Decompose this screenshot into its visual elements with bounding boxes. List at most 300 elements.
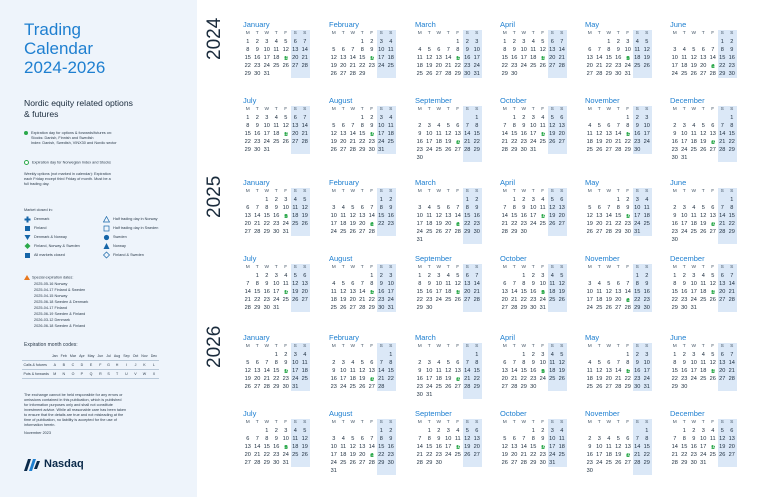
weekday-header: T <box>531 344 535 349</box>
weekday-header: S <box>291 419 301 427</box>
day-cell: 12 <box>454 281 461 287</box>
day-cell: 24 <box>681 229 688 235</box>
day-cell: 21 <box>416 452 423 458</box>
day-cell: 4 <box>588 123 592 129</box>
day-cell: 12 <box>301 205 308 211</box>
day-cell: 19 <box>605 297 612 303</box>
day-cell: 6 <box>246 436 250 442</box>
day-cell: 13 <box>292 47 299 53</box>
day-cell: 19 <box>586 221 593 227</box>
day-cell: 11 <box>681 55 688 61</box>
day-cell: 9 <box>265 281 269 287</box>
day-cell: 7 <box>351 47 355 53</box>
day-cell: 13 <box>435 55 442 61</box>
day-cell: 1 <box>265 428 269 434</box>
day-cell: 13 <box>301 281 308 287</box>
disclaimer-line: The exchange cannot be held responsible for any errors or <box>24 393 123 397</box>
weekday-header: S <box>642 30 652 38</box>
month-name: April <box>500 20 516 29</box>
day-cell: 16 <box>330 376 337 382</box>
special-heading: Special expiration dates: <box>24 275 73 281</box>
day-cell: 25 <box>282 297 289 303</box>
day-cell: 21 <box>501 139 508 145</box>
weekday-header: T <box>427 189 431 194</box>
weekday-header: M <box>245 189 250 194</box>
day-cell: 28 <box>378 384 385 390</box>
day-cell: 29 <box>473 384 480 390</box>
weekday-header: F <box>711 265 715 270</box>
weekday-header: S <box>633 188 643 196</box>
day-cell <box>727 236 737 244</box>
month-calendar <box>415 178 483 244</box>
day-cell: 30 <box>634 384 641 390</box>
day-cell: 4 <box>633 38 643 46</box>
day-cell <box>253 351 263 359</box>
day-cell: 12 <box>558 360 565 366</box>
day-cell <box>604 351 614 359</box>
weekday-header: T <box>427 107 431 112</box>
day-cell: 13 <box>558 123 565 129</box>
month-name: May <box>585 20 600 29</box>
weekday-header: M <box>331 31 336 36</box>
month-calendar <box>670 20 738 78</box>
day-cell: 31 <box>330 468 337 474</box>
day-cell: 8 <box>626 123 630 129</box>
day-cell: 13 <box>558 205 565 211</box>
day-cell: 17 <box>690 289 697 295</box>
day-cell: 6 <box>557 114 567 122</box>
day-cell: 10 <box>263 47 270 53</box>
weekday-header: T <box>701 344 705 349</box>
day-cell <box>425 114 435 122</box>
day-cell: 7 <box>360 281 364 287</box>
day-cell: 22 <box>387 376 394 382</box>
day-cell: 4 <box>531 39 535 45</box>
day-cell: 10 <box>445 436 452 442</box>
day-cell: 25 <box>586 384 593 390</box>
weekday-header: T <box>255 344 259 349</box>
day-cell: 30 <box>586 468 593 474</box>
plus-icon <box>25 217 31 223</box>
weekday-header: T <box>360 107 364 112</box>
weekday-header: F <box>541 31 545 36</box>
day-cell: 19 <box>330 139 337 145</box>
day-cell <box>444 154 454 162</box>
day-cell: 24 <box>330 460 337 466</box>
weekday-header: T <box>512 189 516 194</box>
day-cell: 13 <box>454 131 461 137</box>
day-cell: 9 <box>332 368 336 374</box>
day-cell <box>718 154 728 162</box>
day-cell: 21 <box>359 297 366 303</box>
weekday-header: F <box>626 265 630 270</box>
day-cell: 18 <box>530 55 537 61</box>
day-cell: 24 <box>681 147 688 153</box>
day-cell: 21 <box>624 297 631 303</box>
day-cell: 5 <box>341 281 345 287</box>
weekday-header: T <box>255 107 259 112</box>
day-cell: 4 <box>692 123 696 129</box>
day-cell: 1 <box>386 351 396 359</box>
weekday-header: S <box>472 264 482 272</box>
day-cell: 26 <box>558 297 565 303</box>
day-cell <box>367 196 377 204</box>
day-cell: 27 <box>464 297 471 303</box>
month-calendar <box>670 96 738 162</box>
day-cell: 22 <box>520 297 527 303</box>
weekday-header: T <box>427 265 431 270</box>
special-date: 2026-03-12 Denmark <box>34 318 70 322</box>
special-date: 2025-04-15 Norway <box>34 294 68 298</box>
weekday-header: T <box>446 344 450 349</box>
day-cell: 5 <box>291 272 301 280</box>
day-cell: 24 <box>330 229 337 235</box>
weekday-header: W <box>521 420 527 425</box>
weekday-header: T <box>682 189 686 194</box>
month-calendar <box>500 333 568 391</box>
day-cell: 23 <box>273 221 280 227</box>
day-cell: 16 <box>690 444 697 450</box>
month-name: October <box>500 409 527 418</box>
day-cell: 11 <box>634 47 641 53</box>
weekday-header: M <box>245 107 250 112</box>
day-cell: 30 <box>624 229 631 235</box>
day-cell: 13 <box>244 444 251 450</box>
day-cell: 30 <box>671 237 678 243</box>
day-cell: 23 <box>624 221 631 227</box>
weekday-header: T <box>341 265 345 270</box>
codes-heading: Expiration month codes: <box>24 342 78 348</box>
weekday-header: S <box>727 264 737 272</box>
day-cell: 8 <box>512 123 516 129</box>
day-cell: 25 <box>690 229 697 235</box>
day-cell: 23 <box>671 147 678 153</box>
day-cell <box>680 196 690 204</box>
month-name: October <box>500 254 527 263</box>
day-cell: 15 <box>643 444 650 450</box>
day-cell: 17 <box>473 55 480 61</box>
weekday-header: S <box>548 264 558 272</box>
weekday-header: F <box>370 265 374 270</box>
weekday-header: S <box>548 30 558 38</box>
day-cell: 10 <box>426 368 433 374</box>
day-cell: 12 <box>244 368 251 374</box>
day-cell: 13 <box>605 131 612 137</box>
day-cell: 25 <box>558 452 565 458</box>
day-cell: 22 <box>530 452 537 458</box>
day-cell: 16 <box>473 213 480 219</box>
day-cell: 3 <box>332 205 336 211</box>
day-cell: 17 <box>586 297 593 303</box>
day-cell: 8 <box>642 435 652 443</box>
weekday-header: S <box>463 30 473 38</box>
weekday-header: S <box>300 188 310 196</box>
day-cell: 3 <box>633 196 643 204</box>
day-cell: 10 <box>340 368 347 374</box>
day-cell: 9 <box>274 436 278 442</box>
day-cell: 21 <box>728 368 735 374</box>
day-cell <box>272 70 282 78</box>
month-name: January <box>243 20 270 29</box>
day-cell: 17 <box>292 368 299 374</box>
day-cell: 1 <box>512 115 516 121</box>
day-cell: 19 <box>282 131 289 137</box>
day-cell: 30 <box>511 71 518 77</box>
day-cell: 16 <box>416 139 423 145</box>
day-cell: 15 <box>681 444 688 450</box>
day-cell: 19 <box>464 444 471 450</box>
day-cell: 18 <box>539 213 546 219</box>
day-cell: 1 <box>626 115 630 121</box>
day-cell: 30 <box>426 305 433 311</box>
day-cell: 1 <box>633 272 643 280</box>
day-cell <box>243 427 253 435</box>
day-cell: 20 <box>586 63 593 69</box>
day-cell: 27 <box>254 384 261 390</box>
day-cell: 27 <box>340 147 347 153</box>
day-cell: 7 <box>616 360 620 366</box>
day-cell: 31 <box>263 147 270 153</box>
day-cell: 13 <box>244 213 251 219</box>
weekly-note-1: Weekly options (not marked in calendar): Expiration <box>24 172 111 176</box>
day-cell: 25 <box>539 221 546 227</box>
weekday-header: S <box>557 106 567 114</box>
weekday-header: T <box>446 31 450 36</box>
day-cell: 29 <box>615 229 622 235</box>
day-cell: 11 <box>349 368 356 374</box>
weekday-header: M <box>587 420 592 425</box>
day-cell <box>348 272 358 280</box>
day-cell: 28 <box>254 460 261 466</box>
day-cell <box>472 459 482 467</box>
day-cell: 1 <box>718 38 728 46</box>
day-cell: 2 <box>472 196 482 204</box>
weekday-header: F <box>284 107 288 112</box>
day-cell: 22 <box>244 63 251 69</box>
day-cell <box>680 114 690 122</box>
day-cell: 10 <box>634 205 641 211</box>
day-cell: 11 <box>539 205 546 211</box>
weekday-header: W <box>350 107 356 112</box>
day-cell: 30 <box>378 305 385 311</box>
weekday-header: W <box>606 189 612 194</box>
day-cell <box>339 427 349 435</box>
day-cell: 29 <box>426 460 433 466</box>
day-cell: 13 <box>359 213 366 219</box>
day-cell <box>585 272 595 280</box>
day-cell: 13 <box>501 368 508 374</box>
weekday-header: W <box>691 344 697 349</box>
day-cell: 12 <box>330 131 337 137</box>
day-cell: 31 <box>549 460 556 466</box>
weekday-header: T <box>512 420 516 425</box>
day-cell: 7 <box>300 114 310 122</box>
day-cell: 24 <box>416 229 423 235</box>
weekday-header: W <box>436 420 442 425</box>
day-cell: 22 <box>605 63 612 69</box>
day-cell: 9 <box>427 281 431 287</box>
weekday-header: W <box>691 265 697 270</box>
day-cell <box>538 146 548 154</box>
day-cell: 11 <box>445 281 452 287</box>
weekday-header: M <box>331 344 336 349</box>
day-cell: 23 <box>643 297 650 303</box>
day-cell: 17 <box>435 289 442 295</box>
day-cell: 27 <box>549 63 556 69</box>
weekday-header: W <box>350 420 356 425</box>
day-cell <box>415 427 425 435</box>
day-cell <box>614 427 624 435</box>
day-cell: 10 <box>681 213 688 219</box>
month-grid <box>329 188 397 236</box>
day-cell <box>699 383 709 391</box>
month-grid <box>670 264 738 312</box>
weekday-header: S <box>718 264 728 272</box>
day-cell: 6 <box>548 38 558 46</box>
weekday-header: T <box>597 189 601 194</box>
day-cell: 29 <box>634 305 641 311</box>
day-cell: 29 <box>359 147 366 153</box>
day-cell <box>699 196 709 204</box>
weekday-header: M <box>502 189 507 194</box>
weekday-header: S <box>377 343 387 351</box>
day-cell: 14 <box>254 213 261 219</box>
day-cell: 25 <box>690 147 697 153</box>
month-calendar <box>329 20 397 78</box>
day-cell: 9 <box>418 131 422 137</box>
day-cell: 26 <box>549 139 556 145</box>
day-cell: 29 <box>454 71 461 77</box>
day-cell <box>329 427 339 435</box>
day-cell: 2 <box>522 197 526 203</box>
day-cell: 30 <box>530 305 537 311</box>
day-cell: 25 <box>330 305 337 311</box>
day-cell <box>339 38 349 46</box>
day-cell: 24 <box>473 63 480 69</box>
day-cell: 21 <box>368 221 375 227</box>
weekday-header: F <box>284 265 288 270</box>
closed-legend-icons-right <box>103 216 111 266</box>
day-cell <box>434 391 444 399</box>
day-cell: 11 <box>690 131 697 137</box>
day-cell: 6 <box>360 205 364 211</box>
day-cell: 19 <box>454 289 461 295</box>
day-cell: 31 <box>634 229 641 235</box>
day-cell: 27 <box>244 229 251 235</box>
day-cell: 26 <box>709 376 716 382</box>
month-grid <box>243 343 311 391</box>
month-grid <box>670 30 738 78</box>
day-cell <box>500 427 510 435</box>
month-name: November <box>585 254 620 263</box>
month-name: June <box>670 333 687 342</box>
day-cell <box>699 154 709 162</box>
month-name: January <box>243 178 270 187</box>
day-cell: 28 <box>359 305 366 311</box>
day-cell: 14 <box>368 213 375 219</box>
weekday-header: W <box>521 189 527 194</box>
day-cell <box>557 459 567 467</box>
day-cell: 13 <box>728 436 735 442</box>
day-cell <box>453 351 463 359</box>
day-cell: 12 <box>709 281 716 287</box>
day-cell: 14 <box>558 47 565 53</box>
day-cell: 20 <box>615 297 622 303</box>
day-cell: 13 <box>596 213 603 219</box>
day-cell: 22 <box>643 452 650 458</box>
day-cell: 6 <box>616 281 620 287</box>
day-cell <box>463 391 473 399</box>
special-date: 2025-04-17 Finland & Sweden <box>34 288 86 292</box>
day-cell: 12 <box>709 360 716 366</box>
day-cell: 31 <box>473 71 480 77</box>
day-cell: 10 <box>596 444 603 450</box>
weekday-header: T <box>616 189 620 194</box>
day-cell <box>425 154 435 162</box>
weekday-header: F <box>370 107 374 112</box>
day-cell: 29 <box>719 71 726 77</box>
day-cell: 2 <box>377 272 387 280</box>
day-cell: 16 <box>624 213 631 219</box>
weekday-header: S <box>291 106 301 114</box>
day-cell: 29 <box>368 305 375 311</box>
weekday-header: M <box>672 31 677 36</box>
day-cell: 19 <box>349 452 356 458</box>
day-cell: 31 <box>387 305 394 311</box>
weekday-header: T <box>446 420 450 425</box>
weekday-header: T <box>512 31 516 36</box>
day-cell: 1 <box>246 115 250 121</box>
day-cell <box>453 391 463 399</box>
day-cell: 25 <box>349 384 356 390</box>
weekday-header: S <box>718 419 728 427</box>
weekday-header: F <box>626 107 630 112</box>
day-cell <box>727 304 737 312</box>
day-cell <box>453 304 463 312</box>
day-cell <box>510 272 520 280</box>
day-cell: 18 <box>596 297 603 303</box>
day-cell <box>708 38 718 46</box>
weekday-header: T <box>531 420 535 425</box>
month-name: March <box>415 20 436 29</box>
day-cell: 6 <box>341 47 345 53</box>
day-cell: 3 <box>531 115 535 121</box>
day-cell: 16 <box>681 289 688 295</box>
special-date: 2026-06-18 Sweden & Finland <box>34 324 86 328</box>
day-cell <box>291 70 301 78</box>
day-cell: 11 <box>454 436 461 442</box>
day-cell: 5 <box>711 273 715 279</box>
day-cell: 12 <box>301 436 308 442</box>
day-cell <box>585 351 595 359</box>
day-cell <box>348 427 358 435</box>
day-cell: 25 <box>596 305 603 311</box>
day-cell <box>642 146 652 154</box>
day-cell: 6 <box>351 281 355 287</box>
day-cell <box>444 304 454 312</box>
day-cell: 19 <box>292 289 299 295</box>
day-cell: 23 <box>435 452 442 458</box>
day-cell: 18 <box>700 289 707 295</box>
day-cell: 17 <box>596 452 603 458</box>
day-cell: 19 <box>501 452 508 458</box>
day-cell: 31 <box>624 71 631 77</box>
day-cell: 20 <box>349 297 356 303</box>
day-cell: 15 <box>359 131 366 137</box>
weekday-header: S <box>727 343 737 351</box>
day-cell: 7 <box>503 123 507 129</box>
day-cell: 30 <box>728 71 735 77</box>
